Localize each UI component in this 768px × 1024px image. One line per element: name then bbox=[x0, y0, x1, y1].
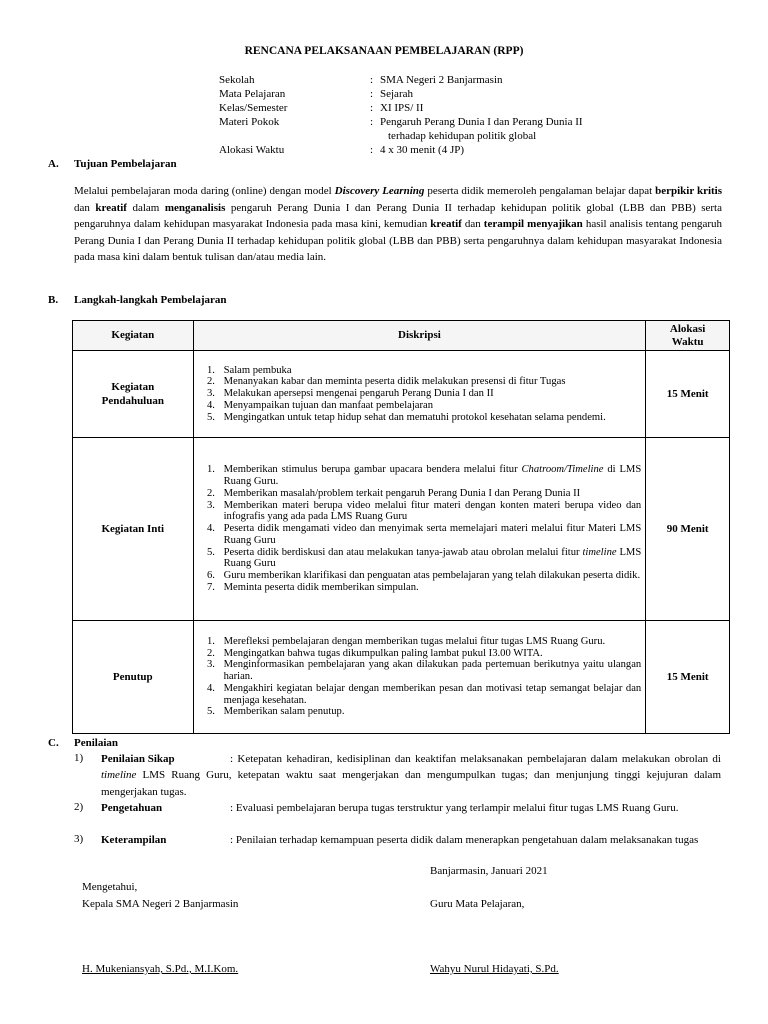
penilaian-sikap: Penilaian Sikap : Ketepatan kehadiran, kedisiplinan dan keaktifan melaksanakan pembelajaran dalam melakukan obrolan di timeline LMS Ruang Guru, ketepatan waktu saat mengerjakan dan mengumpulkan tugas; dan menjunjung tinggi kejujuran dalam mengerjakan tugas. bbox=[101, 753, 721, 798]
info-colon: : bbox=[370, 74, 374, 86]
list-item: 3. Menginformasikan pembelajaran yang akan dilakukan pada pertemuan berikutnya yaitu ulangan harian. bbox=[218, 659, 642, 683]
kepala-sekolah-title: Kepala SMA Negeri 2 Banjarmasin bbox=[82, 898, 239, 910]
waktu-cell: 15 Menit bbox=[646, 351, 730, 438]
info-value-mapel: Sejarah bbox=[380, 88, 413, 100]
place-date: Banjarmasin, Januari 2021 bbox=[430, 865, 548, 877]
table-row bbox=[73, 621, 730, 734]
header-diskripsi: Diskripsi bbox=[193, 321, 646, 351]
mengetahui-label: Mengetahui, bbox=[82, 881, 138, 893]
document-title: RENCANA PELAKSANAAN PEMBELAJARAN (RPP) bbox=[244, 45, 524, 57]
table-header-row bbox=[73, 321, 730, 351]
info-colon: : bbox=[370, 116, 374, 128]
info-value-materi-cont: terhadap kehidupan politik global bbox=[388, 130, 537, 142]
diskripsi-cell bbox=[193, 621, 646, 734]
list-item: 1. Memberikan stimulus berupa gambar upacara bendera melalui fitur Chatroom/Timeline di LMS Ruang Guru. bbox=[218, 464, 642, 488]
list-item: 6. Guru memberikan klarifikasi dan penguatan atas pembelajaran yang telah dilakukan peserta didik. bbox=[218, 570, 642, 582]
list-item: 5. Mengingatkan untuk tetap hidup sehat dan mematuhi protokol kesehatan selama pendemi. bbox=[218, 412, 642, 424]
info-value-materi: Pengaruh Perang Dunia I dan Perang Dunia II bbox=[380, 116, 583, 128]
info-label-kelas: Kelas/Semester bbox=[219, 102, 288, 114]
penilaian-keterampilan: Keterampilan : Penilaian terhadap kemampuan peserta didik dalam menerapkan pengetahuan dalam melaksanakan tugas bbox=[101, 834, 699, 846]
penilaian-number: 1) bbox=[74, 752, 84, 764]
penilaian-number: 3) bbox=[74, 833, 84, 845]
list-item: 7. Meminta peserta didik memberikan simpulan. bbox=[218, 582, 642, 594]
info-label-materi: Materi Pokok bbox=[219, 116, 280, 128]
tujuan-paragraph: Melalui pembelajaran moda daring (online) dengan model Discovery Learning peserta didik memeroleh pengalaman belajar dapat berpikir kritis dan kreatif dalam menganalisis pengaruh Perang Dunia I dan Perang Dunia II terhadap kehidupan politik global (LBB dan PBB) serta pengaruhnya dalam kehidupan masyarakat Indonesia pada masa kini, kemudian kreatif dan terampil menyajikan hasil analisis tentang pengaruh Perang Dunia I dan Perang Dunia II terhadap kehidupan politik global (LBB dan PBB) serta pengaruhnya dalam kehidupan masyarakat Indonesia pada masa kini dalam bentuk tulisan dan/atau media lain. bbox=[74, 185, 723, 264]
section-a-letter: A. bbox=[48, 158, 59, 170]
langkah-table bbox=[72, 320, 730, 734]
diskripsi-cell bbox=[193, 351, 646, 438]
section-b-title: Langkah-langkah Pembelajaran bbox=[74, 294, 227, 306]
info-value-kelas: XI IPS/ II bbox=[380, 102, 424, 114]
info-label-alokasi: Alokasi Waktu bbox=[219, 144, 285, 156]
list-item: 4. Mengakhiri kegiatan belajar dengan memberikan pesan dan motivasi tetap semangat belajar dan menjaga kesehatan. bbox=[218, 683, 642, 707]
info-value-alokasi: 4 x 30 menit (4 JP) bbox=[380, 144, 465, 156]
table-row bbox=[73, 351, 730, 438]
header-alokasi: Alokasi Waktu bbox=[646, 321, 730, 351]
penilaian-number: 2) bbox=[74, 801, 84, 813]
list-item: 5. Memberikan salam penutup. bbox=[218, 706, 642, 718]
list-item: 5. Peserta didik berdiskusi dan atau melakukan tanya-jawab atau obrolan melalui fitur timeline LMS Ruang Guru bbox=[218, 547, 642, 571]
section-c-letter: C. bbox=[48, 737, 59, 749]
kegiatan-cell: Penutup bbox=[73, 621, 194, 734]
kegiatan-cell: Kegiatan Pendahuluan bbox=[73, 351, 194, 438]
waktu-cell: 15 Menit bbox=[646, 621, 730, 734]
info-value-sekolah: SMA Negeri 2 Banjarmasin bbox=[380, 74, 503, 86]
table-row bbox=[73, 438, 730, 621]
kegiatan-cell: Kegiatan Inti bbox=[73, 438, 194, 621]
list-item: 3. Melakukan apersepsi mengenai pengaruh Perang Dunia I dan II bbox=[218, 388, 642, 400]
guru-name: Wahyu Nurul Hidayati, S.Pd. bbox=[430, 963, 559, 975]
kepala-sekolah-name: H. Mukeniansyah, S.Pd., M.I.Kom. bbox=[82, 963, 239, 975]
list-item: 2. Mengingatkan bahwa tugas dikumpulkan paling lambat pukul I3.00 WITA. bbox=[218, 648, 642, 660]
list-item: 2. Memberikan masalah/problem terkait pengaruh Perang Dunia I dan Perang Dunia II bbox=[218, 488, 642, 500]
info-colon: : bbox=[370, 144, 374, 156]
penilaian-pengetahuan: Pengetahuan : Evaluasi pembelajaran berupa tugas terstruktur yang terlampir melalui fitur tugas LMS Ruang Guru. bbox=[101, 802, 679, 814]
list-item: 2. Menanyakan kabar dan meminta peserta didik melakukan presensi di fitur Tugas bbox=[218, 376, 642, 388]
section-c-title: Penilaian bbox=[74, 737, 119, 749]
section-a-title: Tujuan Pembelajaran bbox=[74, 158, 177, 170]
diskripsi-cell bbox=[193, 438, 646, 621]
info-colon: : bbox=[370, 88, 374, 100]
list-item: 1. Merefleksi pembelajaran dengan memberikan tugas melalui fitur tugas LMS Ruang Guru. bbox=[218, 636, 642, 648]
section-b-letter: B. bbox=[48, 294, 59, 306]
info-colon: : bbox=[370, 102, 374, 114]
list-item: 4. Peserta didik mengamati video dan menyimak serta memelajari materi melalui fitur Materi LMS Ruang Guru bbox=[218, 523, 642, 547]
list-item: 4. Menyampaikan tujuan dan manfaat pembelajaran bbox=[218, 400, 642, 412]
info-label-mapel: Mata Pelajaran bbox=[219, 88, 286, 100]
waktu-cell: 90 Menit bbox=[646, 438, 730, 621]
header-kegiatan: Kegiatan bbox=[73, 321, 194, 351]
list-item: 3. Memberikan materi berupa video melalui fitur materi dengan konten materi berupa video dan infografis yang ada pada LMS Ruang Guru bbox=[218, 500, 642, 524]
list-item: 1. Salam pembuka bbox=[218, 365, 642, 377]
info-label-sekolah: Sekolah bbox=[219, 74, 255, 86]
guru-title: Guru Mata Pelajaran, bbox=[430, 898, 525, 910]
